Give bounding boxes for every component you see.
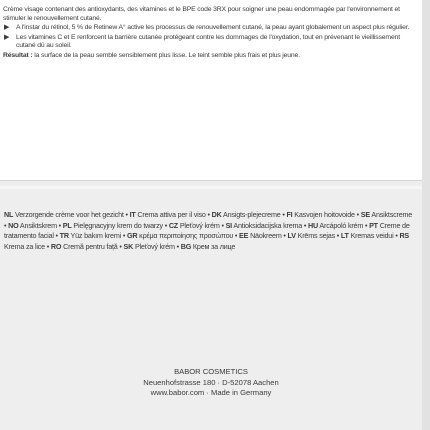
manufacturer-info — [0, 367, 422, 399]
front-panel — [0, 0, 423, 181]
language-code: LT — [340, 231, 349, 241]
translation-text: Näokreem — [250, 231, 282, 241]
translation-lt — [341, 231, 394, 240]
fold-line — [0, 186, 422, 189]
translation-text: Krēms sejas — [297, 231, 335, 241]
company-web: www.babor.com · Made in Germany — [150, 388, 272, 398]
language-code: RS — [399, 231, 410, 241]
company-name: BABOR COSMETICS — [174, 367, 248, 376]
bullet-text: A l'instar du rétinol, 5 % de Retinew A° active les processus de renouvellement cutané, la peau ayant globalement un aspect plus régulier. — [16, 24, 410, 32]
translation-text: Crema attiva per il viso — [137, 210, 206, 219]
french-intro: Crème visage contenant des antioxydants, des vitamines et le BPE code 3RX pour soigner une peau endommagée par l'environnement et stimuler le renouvellement cutané. — [3, 6, 400, 22]
translation-text: Крем за лице — [192, 241, 236, 251]
language-code: FI — [286, 210, 293, 219]
translation-hu — [308, 221, 363, 230]
multilingual-names: NL Verzorgende crème voor het gezicht • IT Crema attiva per il viso • DK Ansigts-plejecreme • FI Kasvojen hoitovoide • SE Ansiktscreme • NO Ansiktskrem • PL Pielęgnacyjny krem do twarzy • CZ Pleťový krém • SI Antioksidacijska krema • HU Arcápoló krém • PT Creme de tratamento facial • TR Yüz bakım kremi • GR κρέμα περιποίησης προσώπου • EE Näokreem • LV Krēms sejas • LT Kremas veidui • RS Krema za lice • RO Cremă pentru față • SK Pleťový krém • BG Крем за лице — [4, 210, 413, 251]
translation-text: Cremă pentru față — [63, 241, 118, 251]
translation-it — [130, 210, 206, 219]
language-code: IT — [129, 210, 136, 219]
translation-cz — [169, 221, 220, 230]
translation-text: Kremas veidui — [350, 231, 394, 241]
translation-text: Verzorgende crème voor het gezicht — [15, 210, 124, 219]
language-code: NL — [4, 210, 14, 219]
translation-text: κρέμα περιποίησης προσώπου — [139, 231, 234, 241]
language-code: EE — [239, 231, 249, 241]
language-code: PL — [62, 220, 72, 230]
translation-lv — [288, 231, 335, 240]
translation-text: Pleťový krém — [134, 241, 175, 251]
result-text: la surface de la peau semble sensiblement plus lisse. Le teint semble plus frais et plus jeune. — [34, 51, 300, 59]
box-edge — [422, 0, 430, 430]
translation-ro — [51, 242, 118, 251]
translation-sk — [124, 242, 175, 251]
translation-text: Ansigts-plejecreme — [223, 210, 281, 219]
company-address: Neuenhofstrasse 180 · D-52078 Aachen — [143, 377, 279, 387]
language-code: SK — [123, 241, 134, 251]
translation-text: Creme de tratamento facial — [4, 220, 410, 241]
triangle-right-icon: ▶ — [4, 24, 10, 32]
translation-text: Krema za lice — [4, 241, 45, 251]
language-code: NO — [8, 220, 19, 230]
translation-text: Yüz bakım kremi — [70, 231, 122, 241]
translation-text: Kasvojen hoitovoide — [294, 210, 355, 219]
language-code: RO — [50, 241, 62, 251]
language-code: GR — [126, 231, 138, 241]
language-code: HU — [308, 220, 318, 230]
language-code: PT — [369, 220, 378, 230]
bullet-item — [3, 34, 415, 51]
translation-text: Antioksidacijska krema — [233, 220, 303, 230]
language-code: DK — [211, 210, 222, 219]
triangle-right-icon: ▶ — [4, 33, 10, 41]
translation-nl — [4, 210, 124, 219]
translation-gr — [127, 231, 233, 240]
result-label: Résultat : — [3, 51, 33, 59]
translation-text: Arcápoló krém — [319, 220, 364, 230]
translation-bg — [181, 242, 235, 251]
language-code: SI — [225, 220, 232, 230]
translation-ee — [239, 231, 282, 240]
language-code: BG — [180, 241, 192, 251]
translation-text: Ansiktscreme — [371, 210, 413, 219]
translation-si — [226, 221, 303, 230]
bullet-item — [3, 24, 415, 33]
language-code: SE — [360, 210, 370, 219]
translation-fi — [286, 210, 354, 219]
french-result — [3, 52, 415, 61]
language-code: TR — [59, 231, 69, 241]
translation-pl — [63, 221, 163, 230]
language-code: CZ — [168, 220, 178, 230]
translation-no — [8, 221, 57, 230]
translation-dk — [212, 210, 281, 219]
french-description — [3, 6, 415, 61]
translation-se — [361, 210, 412, 219]
language-code: LV — [287, 231, 296, 241]
translation-text: Ansiktskrem — [19, 220, 57, 230]
translation-text: Pielęgnacyjny krem do twarzy — [73, 220, 163, 230]
translation-tr — [60, 231, 121, 240]
translation-text: Pleťový krém — [179, 220, 220, 230]
bullet-text: Les vitamines C et E renforcent la barrière cutanée protégeant contre les dommages de l'oxydation, tout en prévenant le vieillissement cutané dû au soleil. — [16, 33, 400, 50]
